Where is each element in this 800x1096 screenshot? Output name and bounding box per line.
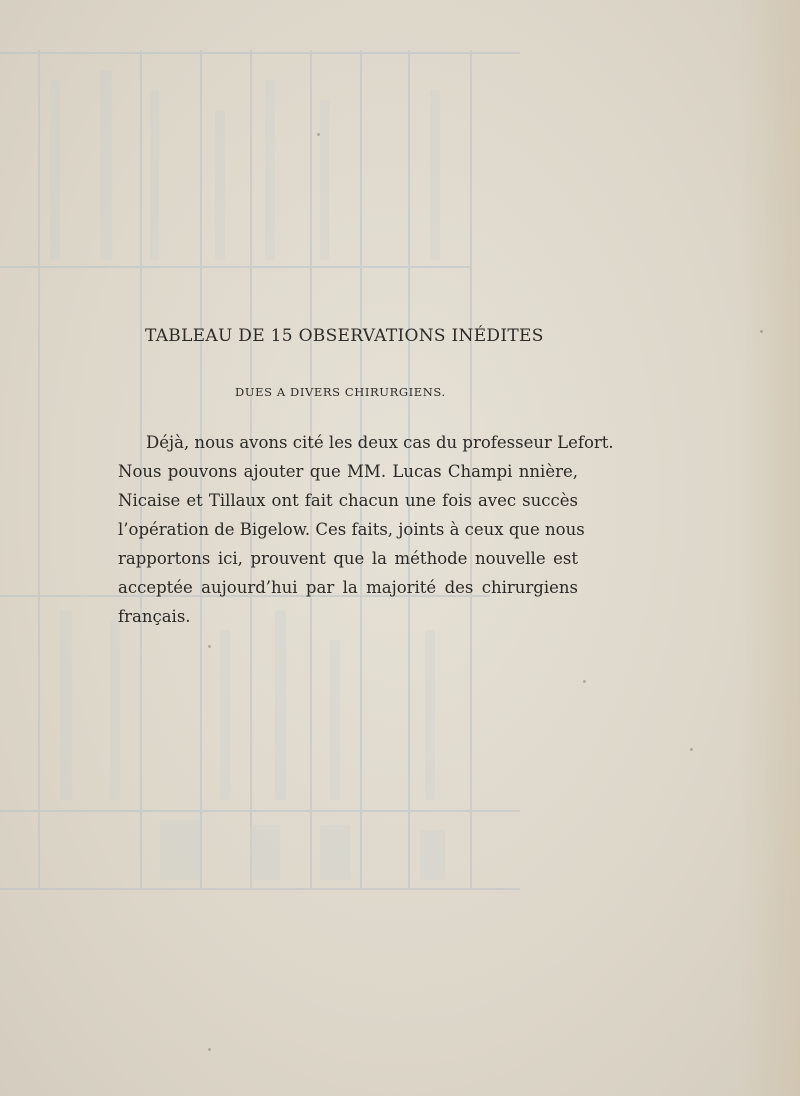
paper-speck	[208, 1048, 211, 1051]
table-title: TABLEAU DE 15 OBSERVATIONS INÉDITES	[145, 326, 544, 346]
paper-speck	[208, 645, 211, 648]
paragraph-line: Déjà, nous avons cité les deux cas du professeur Lefort.	[146, 433, 614, 452]
paragraph-line: l’opération de Bigelow. Ces faits, joints à ceux que nous	[118, 520, 585, 539]
page-edge-discoloration	[740, 0, 800, 1096]
body-paragraph	[118, 428, 614, 631]
paper-speck	[583, 680, 586, 683]
paragraph-line: français.	[118, 607, 191, 626]
paragraph-line: Nicaise et Tillaux ont fait chacun une fois avec succès	[118, 491, 578, 510]
paper-speck	[317, 133, 320, 136]
table-subtitle: DUES A DIVERS CHIRURGIENS.	[235, 385, 446, 399]
paragraph-line: Nous pouvons ajouter que MM. Lucas Champi nnière,	[118, 462, 578, 481]
paper-speck	[690, 748, 693, 751]
paper-speck	[760, 330, 763, 333]
paragraph-line: rapportons ici, prouvent que la méthode nouvelle est	[118, 549, 578, 568]
paragraph-line: acceptée aujourd’hui par la majorité des chirurgiens	[118, 578, 578, 597]
